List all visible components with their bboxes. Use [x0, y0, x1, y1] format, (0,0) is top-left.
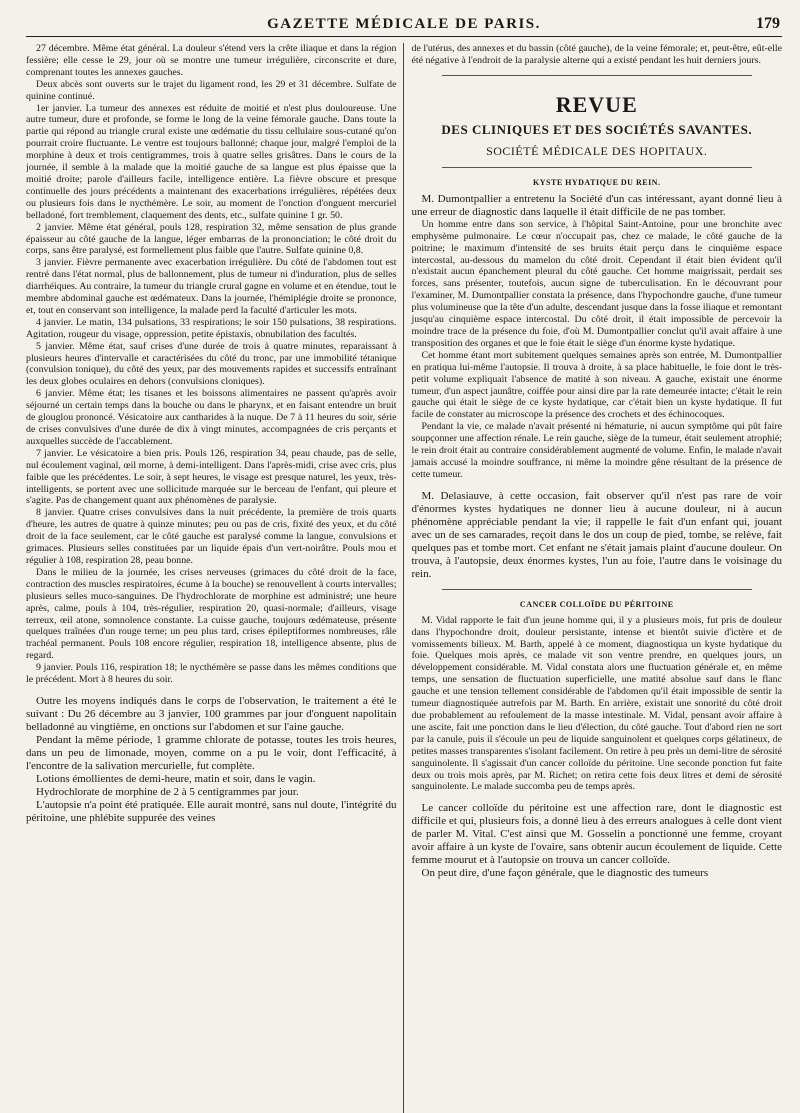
paragraph: Pendant la vie, ce malade n'avait présenté ni hématurie, ni aucun symptôme qui pût faire soupçonner une affection rénale. Le rein gauche, siège de la tumeur, était seulement atrophié; le rein droit était au contraire considérablement augmenté de volume. Enfin, le malade n'avait jamais accusé la moindre souffrance, ni même la moindre gêne résultant de la présence de cette tumeur. — [411, 421, 782, 480]
paragraph: 7 janvier. Le vésicatoire a bien pris. Pouls 126, respiration 34, peau chaude, pas de selle, nul écoulement vaginal, œil morne, à demi-intelligent. Dans l'après-midi, crise avec cris, plus faible que les précédentes. Le soir, à sept heures, le visage est presque naturel, les yeux, très-intelligents, se portent avec une sollicitude marquée sur le berceau de l'enfant, qui pleure et s'agite. Pas de changement quant aux phénomènes de paralysie. — [26, 447, 397, 507]
paragraph: 4 janvier. Le matin, 134 pulsations, 33 respirations; le soir 150 pulsations, 38 respirations. Agitation, rougeur du visage, oppression, petite épistaxis, obnubilation des facultés. — [26, 316, 397, 340]
paragraph: L'autopsie n'a point été pratiquée. Elle aurait montré, sans nul doute, l'intégrité du péritoine, une phlébite suppurée des veines — [26, 798, 397, 824]
paragraph: M. Vidal rapporte le fait d'un jeune homme qui, il y a plusieurs mois, fut pris de douleur dans l'hypochondre droit, douleur persistante, intense et bientôt suivie d'ictère et de vomissements bilieux. M. Barth, appelé à ce moment, diagnostiqua un kyste hydatique du foie. Quelques mois après, ce malade vit son ventre prendre, en quelques jours, un développement considérable. M. Vidal constata alors une fluctuation générale et, en même temps, une sensation de fluctuation superficielle, une matité absolue sauf dans le flanc gauche et une tension tellement considérable de l'abdomen qu'il était impossible de sentir la tumeur diagnostiquée autrefois par M. Barth. En arrière, existait une sonorité du côté droit due probablement au refoulement de la masse intestinale. M. Vidal, pensant avoir affaire à une ascite, fait une ponction dans le lieu d'élection, du côté gauche. Tout d'abord rien ne sort par la canule, puis il s'écoule un peu de liquide sanguinolent et quelques corps gélatineux, de petites masses transparentes s'isolant facilement. On retire à peu près un demi-litre de sérosité sanguinolente. Il s'agissait d'un cancer colloïde du péritoine. Une seconde ponction fut faite deux ou trois mois après, par M. Richet; on retira cette fois deux litres et demi de sérosité sanguinolente. Le malade succomba peu de temps après. — [411, 614, 782, 793]
journal-title: GAZETTE MÉDICALE DE PARIS. — [267, 16, 541, 32]
paragraph: Le cancer colloïde du péritoine est une affection rare, dont le diagnostic est difficile et qui, plusieurs fois, a donné lieu à des erreurs analogues à celle dont vient de parler M. Vital. C'est ainsi que M. Gosselin a ponctionné une femme, croyant avoir affaire à un kyste de l'ovaire, sans obtenir aucun écoulement de liquide. Cette femme mourut et à l'autopsie on trouva un cancer colloïde. — [411, 802, 782, 867]
section-title-cancer: CANCER COLLOÏDE DU PÉRITOINE — [519, 599, 674, 609]
page-header — [26, 10, 782, 37]
divider — [442, 75, 753, 76]
paragraph: Outre les moyens indiqués dans le corps de l'observation, le traitement a été le suivant : Du 26 décembre au 3 janvier, 100 grammes par jour d'onguent napolitain belladonné au vingtième, en onctions sur l'abdomen et sur l'aine gauche. — [26, 694, 397, 733]
paragraph: Hydrochlorate de morphine de 2 à 5 centigrammes par jour. — [36, 785, 299, 798]
paragraph: M. Dumontpallier a entretenu la Société d'un cas intéressant, ayant donné lieu à une erreur de diagnostic dans laquelle il était difficile de ne pas tomber. — [411, 192, 782, 218]
paragraph: 5 janvier. Même état, sauf crises d'une durée de trois à quatre minutes, reparaissant à plusieurs heures d'intervalle et caractérisées du côté du tronc, par une immobilité tétanique (convulsion tonique), du côté des yeux, par des mouvements rapides et successifs entraînant les deux globes oculaires en dehors (convulsions cloniques). — [26, 340, 397, 388]
paragraph: 9 janvier. Pouls 116, respiration 18; le nycthémère se passe dans les mêmes conditions que le précédent. Mort à 8 heures du soir. — [26, 662, 397, 686]
paragraph: 1er janvier. La tumeur des annexes est réduite de moitié et n'est plus douloureuse. Une autre tumeur, dure et profonde, se forme le long de la veine fémorale gauche. Dans toute la partie qui répond au triangle crural existe une œdématie du tissu cellulaire sous-cutané qu'on pourrait croire fluctuante. Le ventre est toujours ballonné; chaque jour, malgré l'emploi de la morphine à deux et trois centigrammes, trois à quatre selles grisâtres. Dans le cours de la journée, il semble à la malade que la moitié gauche de sa langue est plus épaisse que la moitié droite; parole d'ailleurs facile, intelligence entière. La fièvre obscure et presque continuelle des jours précédents a maintenant des exacerbations irrégulières, répétées deux ou plusieurs fois dans le nycthémère. Le soir, au moment de l'onction d'onguent mercuriel belladoné, fort tremblement, claquement des dents, etc., sulfate quinine 1 gr. 50. — [26, 102, 397, 221]
paragraph: 2 janvier. Même état général, pouls 128, respiration 32, même sensation de plus grande épaisseur au côté gauche de la langue, léger embarras de la prononciation; le côté droit du corps, sans être paralysé, est formellement plus faible que l'autre. Sulfate quinine 0,8. — [26, 221, 397, 257]
continued-paragraph: de l'utérus, des annexes et du bassin (côté gauche), de la veine fémorale; et, peut-être, eût-elle été négative à l'endroit de la paralysie alterne qui a existé pendant les huit derniers jours. — [411, 43, 782, 66]
paragraph: 3 janvier. Fièvre permanente avec exacerbation irrégulière. Du côté de l'abdomen tout est rentré dans l'état normal, plus de ballonnement, plus de tumeur ni d'induration, plus de selles diarrhéiques. Au contraire, la tumeur du triangle crural gagne en volume et en étendue, tout le membre abdominal gauche est œdémateux. Dans la journée, l'hémiplégie droite se prononce, et, tout en conservant son intelligence, la malade perd la faculté d'articuler les mots. — [26, 257, 397, 316]
paragraph: Deux abcès sont ouverts sur le trajet du ligament rond, les 29 et 31 décembre. Sulfate de quinine continué. — [26, 78, 397, 102]
divider — [442, 589, 753, 590]
section-title-kyste: KYSTE HYDATIQUE DU REIN. — [533, 177, 661, 187]
paragraph: 8 janvier. Quatre crises convulsives dans la nuit précédente, la première de trois quarts d'heure, les autres de quatre à quinze minutes; peu ou pas de cris, fixité des yeux, et du côté droit de la face seulement, car le côté gauche est paralysé comme la langue, convulsions et grimaces. Plusieurs selles constituées par un liquide épais d'un vert-noirâtre. Pouls mou et régulier à 108, respiration 28, peau bonne. — [26, 507, 397, 566]
paragraph: Cet homme étant mort subitement quelques semaines après son entrée, M. Dumontpallier en pratiqua lui-même l'autopsie. Il trouva à droite, à sa place habituelle, le foie dont le très-petit volume expliquait l'absence de matité à son niveau. A gauche, existait une énorme tumeur, d'un aspect jaunâtre, coiffée pour ainsi dire par la rate demeurée intacte; c'était le rein gauche qui était le siège de ce kyste hydatique, car c'était bien un kyste hydatique. Il fut facile de constater au microscope la présence des crochets et des échinocoques. — [411, 349, 782, 421]
paragraph: Lotions émollientes de demi-heure, matin et soir, dans le vagin. — [36, 772, 316, 785]
society-title: SOCIÉTÉ MÉDICALE DES HOPITAUX. — [486, 143, 708, 158]
paragraph: Un homme entre dans son service, à l'hôpital Saint-Antoine, pour une bronchite avec emphysème pulmonaire. Le cœur n'occupait pas, chez ce malade, le côté gauche de la poitrine; le maximum d'intensité de ses bruits était perçu dans le cinquième espace intercostal, au-dessous du mamelon du côté droit. Cependant il était bien évident qu'il n'existait aucun épanchement pleural du côté gauche. Cet homme maigrissait, perdait ses forces, sans présenter, toutefois, aucun signe de tuberculisation. En le découvrant pour l'examiner, M. Dumontpallier constata la présence, dans l'hypochondre gauche, d'une tumeur plus volumineuse que la tête d'un adulte, descendant jusque dans la fosse iliaque et remontant jusqu'au cinquième espace intercostal. Du côté droit, il était impossible de percevoir la moindre trace de la présence du foie, d'où M. Dumontpallier conclut qu'il avait affaire à une transposition des organes et que le foie était le siège d'un énorme kyste hydatique. — [411, 218, 782, 349]
paragraph: Dans le milieu de la journée, les crises nerveuses (grimaces du côté droit de la face, contraction des muscles respiratoires, écume à la bouche) se renouvellent à courts intervalles; plusieurs selles muco-sanguines. De l'hydrochlorate de morphine est administré; une heure après, calme, pouls à 104, très-régulier, respiration 20, quasi-normale; d'ailleurs, visage terreux, œil atone, somnolence constante. La cuisse gauche, toujours œdémateuse, présente quelques traînées d'un rouge terne; un peu plus tard, crises épileptiformes nombreuses, râle trachéal permanent. Pouls 108 encore régulier, respiration 18, intelligence absente, plus de regard. — [26, 566, 397, 662]
paragraph: M. Delasiauve, à cette occasion, fait observer qu'il n'est pas rare de voir d'énormes kystes hydatiques ne donner lieu à aucune douleur, ni à aucun phénomène appréciable pendant la vie; il rappelle le fait d'un enfant qui, jouant avec un de ses camarades, reçoit dans le dos un coup de pied, tombe, se relève, fait quelques pas et tombe mort. Cet enfant ne s'était jamais plaint d'aucune douleur. On trouva, à l'autopsie, deux énormes kystes, l'un au foie, l'autre dans le voisinage du rein. — [411, 489, 782, 580]
paragraph: 6 janvier. Même état; les tisanes et les boissons alimentaires ne passent qu'après avoir séjourné un certain temps dans la bouche ou dans le pharynx, et en faisant entendre un bruit de glouglou prononcé. Vésicatoire aux cantharides à la nuque. De 7 à 11 heures du soir, série de crises convulsives d'une durée de dix à vingt minutes, accompagnées de cris perçants et auxquelles succède de l'accablement. — [26, 388, 397, 447]
right-column — [403, 43, 783, 1113]
left-column — [26, 43, 403, 1113]
revue-subtitle: DES CLINIQUES ET DES SOCIÉTÉS SAVANTES. — [441, 121, 753, 137]
paragraph: Pendant la même période, 1 gramme chlorate de potasse, toutes les trois heures, dans un peu de limonade, moyen, comme on a pu le voir, dont l'efficacité, à l'encontre de la salivation mercurielle, fut complète. — [26, 733, 397, 772]
revue-heading — [412, 92, 783, 159]
page-number: 179 — [756, 15, 780, 32]
text-columns — [26, 43, 782, 1113]
section-cancer — [412, 615, 783, 881]
section-kyste — [412, 193, 783, 581]
revue-title: REVUE — [555, 91, 638, 117]
paragraph: On peut dire, d'une façon générale, que le diagnostic des tumeurs — [421, 867, 709, 880]
divider — [442, 167, 753, 168]
paragraph: 27 décembre. Même état général. La douleur s'étend vers la crête iliaque et dans la région fessière; elle cesse le 29, jour où se montre une tumeur irrégulière, circonscrite et dure, comprenant toutes les annexes gauches. — [26, 43, 397, 78]
